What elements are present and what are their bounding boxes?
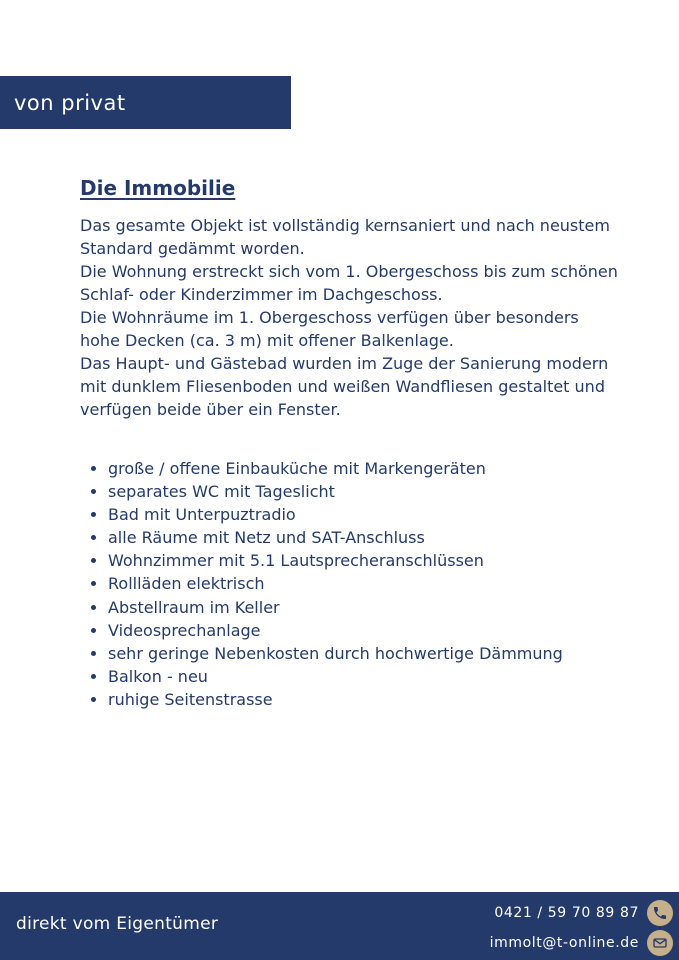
description-paragraph: Das gesamte Objekt ist vollständig kernsaniert und nach neustem Standard gedämmt worden. (80, 216, 610, 258)
feature-list (80, 457, 620, 711)
feature-item: • Videosprechanlage (108, 619, 620, 642)
footer (0, 892, 679, 960)
banner-label: von privat (14, 90, 126, 115)
feature-item: • sehr geringe Nebenkosten durch hochwertige Dämmung (108, 642, 620, 665)
feature-item: • Abstellraum im Keller (108, 596, 620, 619)
property-description (80, 176, 620, 711)
description-paragraph: Die Wohnräume im 1. Obergeschoss verfügen über besonders hohe Decken (ca. 3 m) mit offener Balkenlage. (80, 308, 579, 350)
description-paragraph: Das Haupt- und Gästebad wurden im Zuge der Sanierung modern mit dunklem Fliesenboden und weißen Wandfliesen gestaltet und verfügen beide über ein Fenster. (80, 354, 609, 419)
feature-item: • Rollläden elektrisch (108, 572, 620, 595)
feature-item: • alle Räume mit Netz und SAT-Anschluss (108, 526, 620, 549)
phone-number[interactable]: 0421 / 59 70 89 87 (494, 905, 639, 921)
feature-item: • große / offene Einbauküche mit Markengeräten (108, 457, 620, 480)
section-title: Die Immobilie (80, 176, 236, 200)
description-paragraph: Die Wohnung erstreckt sich vom 1. Obergeschoss bis zum schönen Schlaf- oder Kinderzimmer im Dachgeschoss. (80, 262, 618, 304)
footer-tagline: direkt vom Eigentümer (16, 914, 219, 934)
top-banner (0, 76, 291, 129)
feature-item: • Bad mit Unterpuztradio (108, 503, 620, 526)
email-contact[interactable] (490, 930, 673, 956)
phone-contact[interactable] (494, 900, 673, 926)
envelope-icon (647, 930, 673, 956)
feature-item: • ruhige Seitenstrasse (108, 688, 620, 711)
feature-item: • Balkon - neu (108, 665, 620, 688)
feature-item: • Wohnzimmer mit 5.1 Lautsprecheranschlüssen (108, 549, 620, 572)
phone-icon (647, 900, 673, 926)
email-address[interactable]: immolt@t-online.de (489, 935, 639, 951)
feature-item: • separates WC mit Tageslicht (108, 480, 620, 503)
